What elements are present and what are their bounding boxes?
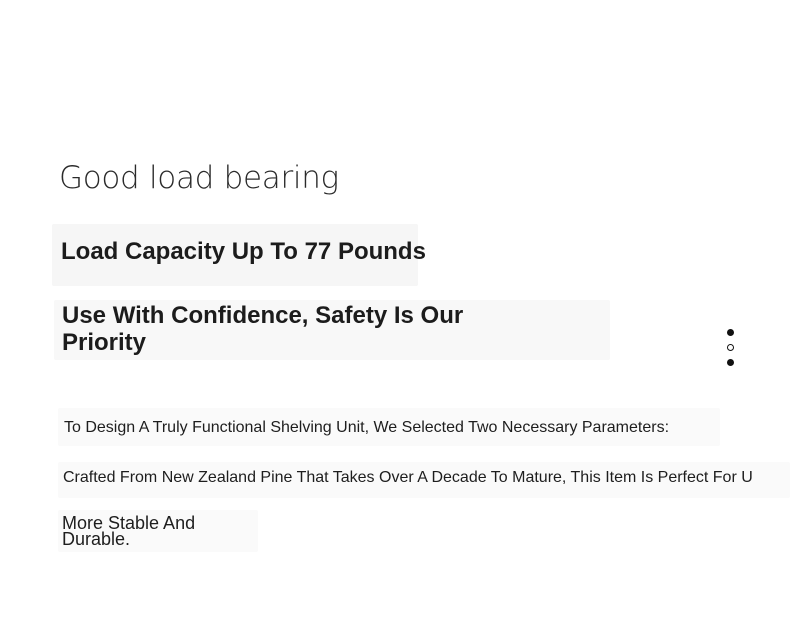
pagination-dot-3[interactable] bbox=[727, 359, 734, 366]
material-description: Crafted From New Zealand Pine That Takes Over A Decade To Mature, This Item Is Perfect For U bbox=[63, 469, 753, 486]
parameters-description: To Design A Truly Functional Shelving Unit, We Selected Two Necessary Parameters: bbox=[64, 419, 670, 436]
pagination-dot-1[interactable] bbox=[727, 329, 734, 336]
slide-pagination bbox=[726, 329, 736, 369]
safety-confidence-title: Use With Confidence, Safety Is Our Priority bbox=[62, 302, 464, 356]
pagination-dot-2-active[interactable] bbox=[727, 344, 734, 351]
stability-caption: More Stable And Durable. bbox=[62, 513, 196, 549]
load-capacity-title: Load Capacity Up To 77 Pounds bbox=[61, 238, 426, 265]
section-heading: Good load bearing bbox=[59, 160, 339, 196]
